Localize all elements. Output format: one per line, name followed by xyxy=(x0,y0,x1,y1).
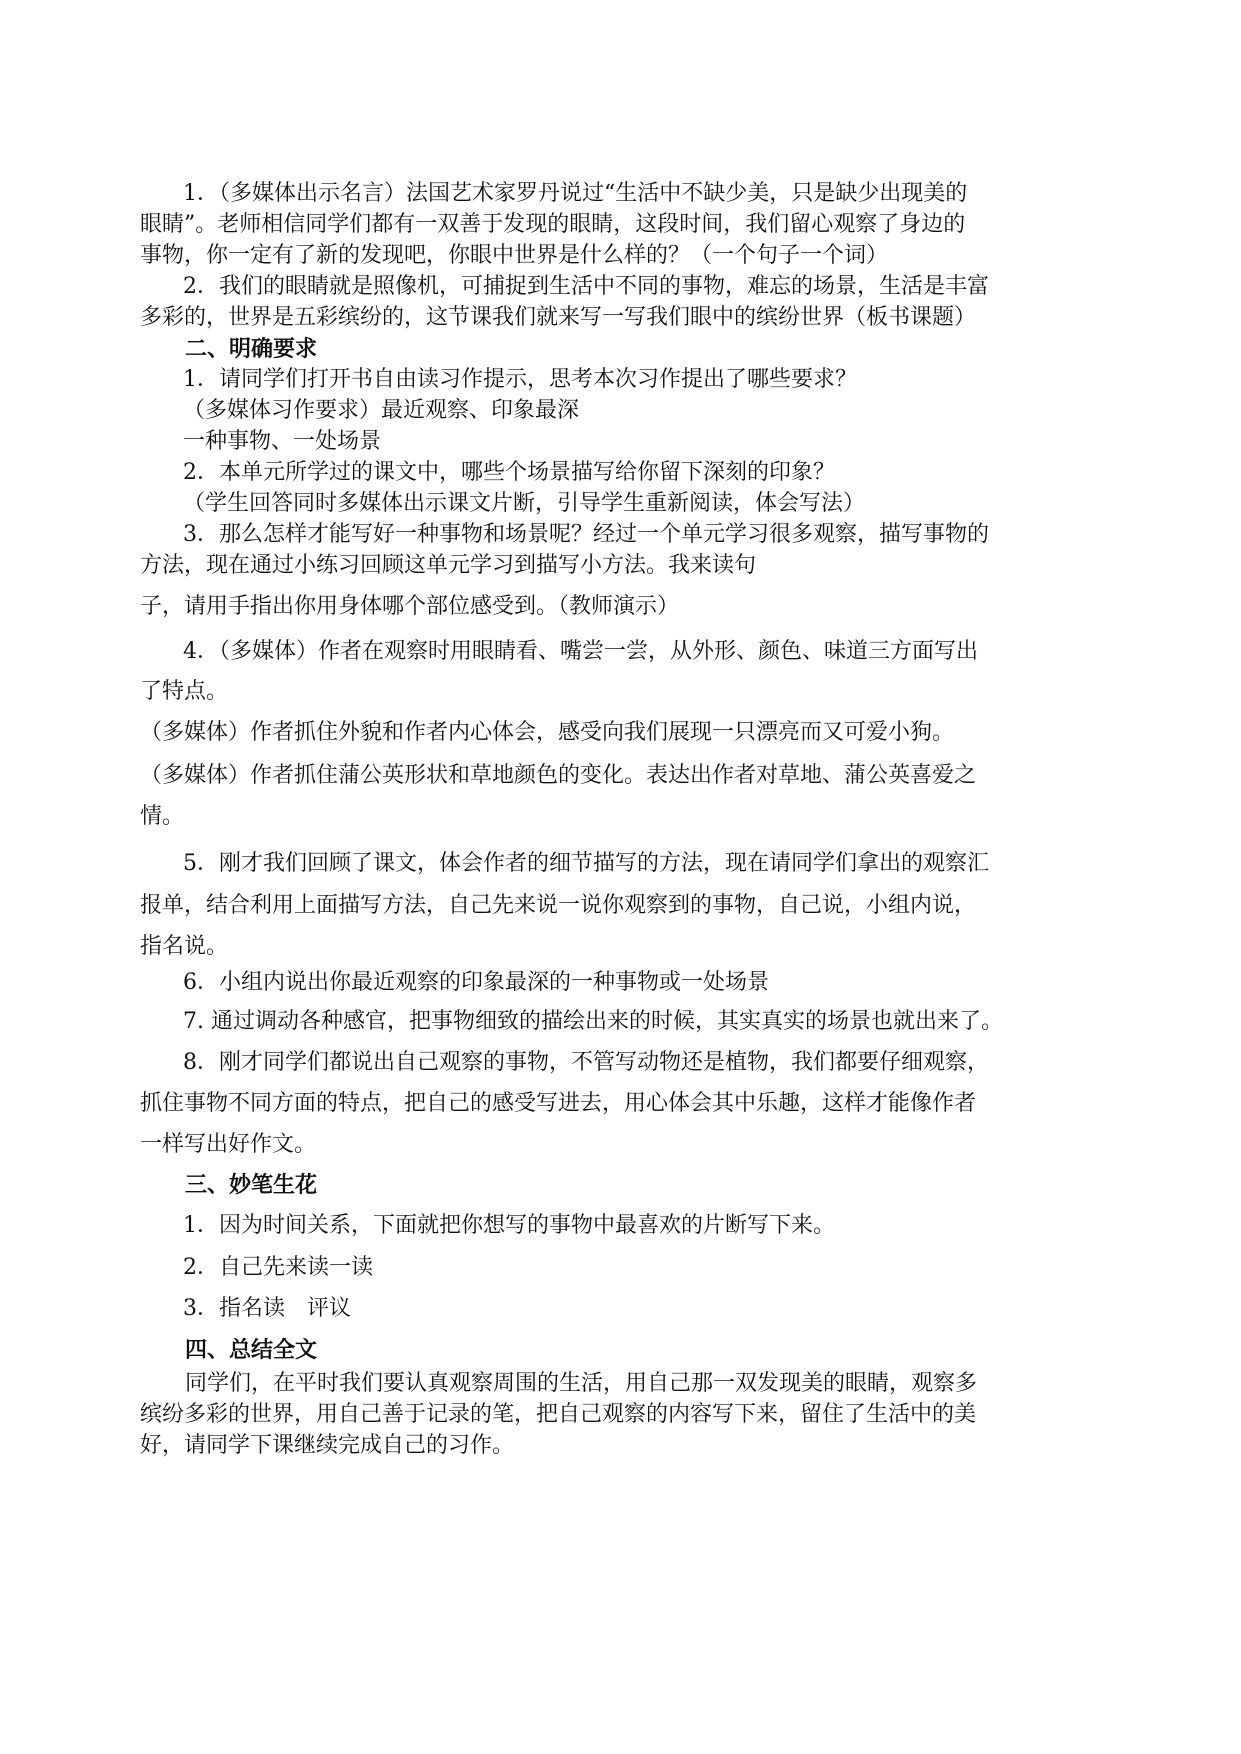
paragraph-1-line-1: 1．（多媒体出示名言）法国艺术家罗丹说过“生活中不缺少美，只是缺少出现美的 xyxy=(183,181,968,206)
summary-line-3: 好，请同学下课继续完成自己的习作。 xyxy=(140,1433,515,1458)
multimedia-note-dog: （多媒体）作者抓住外貌和作者内心体会，感受向我们展现一只漂亮而又可爱小狗。 xyxy=(140,720,955,745)
section-heading-2: 二、明确要求 xyxy=(185,336,318,362)
requirement-item-2: 2．本单元所学过的课文中，哪些个场景描写给你留下深刻的印象？ xyxy=(183,460,835,485)
requirement-item-8-line-3: 一样写出好作文。 xyxy=(140,1132,317,1157)
requirement-item-4-line-1: 4．（多媒体）作者在观察时用眼睛看、嘴尝一尝，从外形、颜色、味道三方面写出 xyxy=(183,639,978,664)
requirement-item-8-line-1: 8．刚才同学们都说出自己观察的事物，不管写动物还是植物，我们都要仔细观察， xyxy=(183,1050,989,1075)
requirement-item-3-line-3: 子，请用手指出你用身体哪个部位感受到。（教师演示） xyxy=(140,594,680,619)
requirement-item-5-line-2: 报单，结合利用上面描写方法，自己先来说一说你观察到的事物，自己说，小组内说， xyxy=(140,893,977,918)
summary-line-2: 缤纷多彩的世界，用自己善于记录的笔，把自己观察的内容写下来，留住了生活中的美 xyxy=(140,1402,977,1427)
multimedia-note-dandelion-line-2: 情。 xyxy=(140,804,185,829)
requirement-item-6: 6．小组内说出你最近观察的印象最深的一种事物或一处场景 xyxy=(183,970,769,995)
requirement-item-7: 7. 通过调动各种感官，把事物细致的描绘出来的时候，其实真实的场景也就出来了。 xyxy=(183,1009,1003,1034)
requirement-scope: 一种事物、一处场景 xyxy=(183,429,382,454)
requirement-item-5-line-1: 5．刚才我们回顾了课文，体会作者的细节描写的方法，现在请同学们拿出的观察汇 xyxy=(183,851,989,876)
writing-item-2: 2．自己先来读一读 xyxy=(183,1255,373,1280)
paragraph-1-line-3: 事物，你一定有了新的发现吧，你眼中世界是什么样的？（一个句子一个词） xyxy=(140,243,889,268)
requirement-item-5-line-3: 指名说。 xyxy=(140,934,229,959)
writing-item-1: 1．因为时间关系，下面就把你想写的事物中最喜欢的片断写下来。 xyxy=(183,1213,835,1238)
requirement-item-8-line-2: 抓住事物不同方面的特点，把自己的感受写进去，用心体会其中乐趣，这样才能像作者 xyxy=(140,1091,977,1116)
paragraph-1-line-2: 眼睛”。老师相信同学们都有一双善于发现的眼睛，这段时间，我们留心观察了身边的 xyxy=(140,212,966,237)
requirement-item-3-line-2: 方法，现在通过小练习回顾这单元学习到描写小方法。我来读句 xyxy=(140,553,757,578)
requirement-item-4-line-2: 了特点。 xyxy=(140,679,229,704)
paragraph-2-line-2: 多彩的，世界是五彩缤纷的，这节课我们就来写一写我们眼中的缤纷世界（板书课题） xyxy=(140,305,977,330)
section-heading-4: 四、总结全文 xyxy=(185,1337,318,1363)
multimedia-note-dandelion-line-1: （多媒体）作者抓住蒲公英形状和草地颜色的变化。表达出作者对草地、蒲公英喜爱之 xyxy=(140,763,977,788)
requirement-item-3-line-1: 3．那么怎样才能写好一种事物和场景呢？经过一个单元学习很多观察，描写事物的 xyxy=(183,522,989,547)
paragraph-2-line-1: 2．我们的眼睛就是照像机，可捕捉到生活中不同的事物，难忘的场景，生活是丰富 xyxy=(183,274,989,299)
requirement-item-1: 1．请同学们打开书自由读习作提示，思考本次习作提出了哪些要求？ xyxy=(183,367,857,392)
section-heading-3: 三、妙笔生花 xyxy=(185,1172,318,1198)
writing-item-3: 3．指名读 评议 xyxy=(183,1296,351,1321)
summary-line-1: 同学们，在平时我们要认真观察周围的生活，用自己那一双发现美的眼睛，观察多 xyxy=(185,1371,978,1396)
requirement-multimedia: （多媒体习作要求）最近观察、印象最深 xyxy=(183,398,580,423)
requirement-note: （学生回答同时多媒体出示课文片断，引导学生重新阅读，体会写法） xyxy=(183,491,866,516)
